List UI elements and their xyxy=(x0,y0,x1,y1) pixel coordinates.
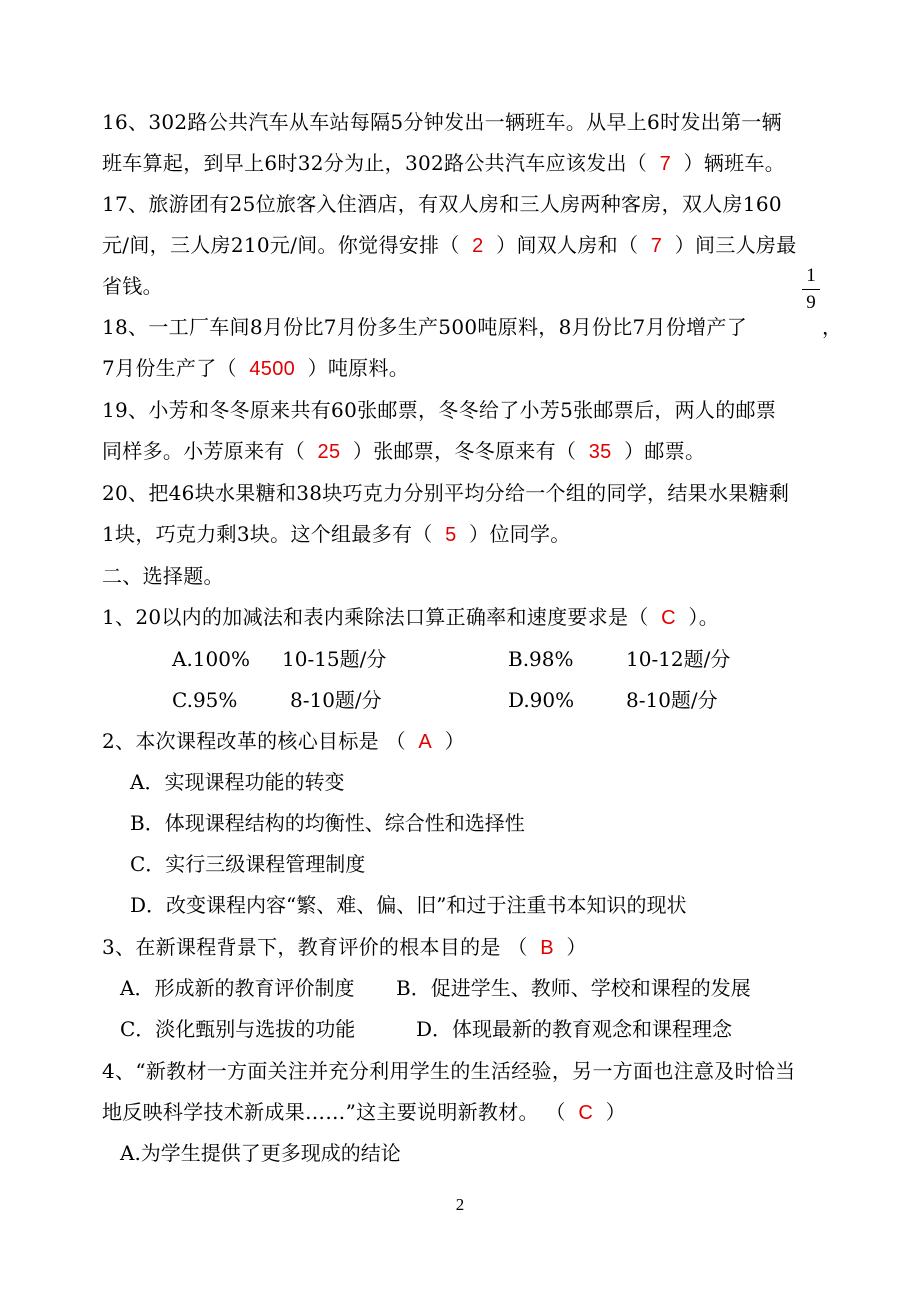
choice-q3-option-c: C．淡化甄别与选拔的功能 xyxy=(120,1017,356,1041)
q18-line-2 xyxy=(102,354,409,383)
q18-comma: ， xyxy=(822,315,843,339)
q16-line-1: 16、302路公共汽车从车站每隔5分钟发出一辆班车。从早上6时发出第一辆 xyxy=(102,110,782,134)
choice-q1-stem xyxy=(102,603,719,632)
q20-text: 1块，巧克力剩3块。这个组最多有（ xyxy=(102,522,433,546)
fraction-denominator: 9 xyxy=(806,292,816,313)
q16-line-2 xyxy=(102,149,785,178)
choice-q1-a-speed: 10-15题/分 xyxy=(282,647,387,671)
page-number: 2 xyxy=(455,1195,465,1214)
choice-q1-a-rate: A.100% xyxy=(172,647,250,671)
q19-answer-1: 25 xyxy=(311,441,347,463)
choice-q2-option-c: C．实行三级课程管理制度 xyxy=(130,852,366,876)
choice-q2-option-b: B．体现课程结构的均衡性、综合性和选择性 xyxy=(130,811,525,835)
q20-line-1: 20、把46块水果糖和38块巧克力分别平均分给一个组的同学，结果水果糖剩 xyxy=(102,481,790,505)
q17-text: 元/间，三人房210元/间。你觉得安排（ xyxy=(102,233,460,257)
q19-line-1: 19、小芳和冬冬原来共有60张邮票，冬冬给了小芳5张邮票后，两人的邮票 xyxy=(102,398,777,422)
q16-text-end: ）辆班车。 xyxy=(683,151,786,175)
q16-answer: 7 xyxy=(653,153,677,175)
choice-q2-answer: A xyxy=(412,731,438,753)
q16-text: 班车算起，到早上6时32分为止，302路公共汽车应该发出（ xyxy=(102,151,648,175)
choice-q3-text: 3、在新课程背景下，教育评价的根本目的是 （ xyxy=(102,935,528,959)
q19-text-end: ）邮票。 xyxy=(624,439,706,463)
q18-text-end: ）吨原料。 xyxy=(307,356,410,380)
choice-q2-option-d: D．改变课程内容“繁、难、偏、旧”和过于注重书本知识的现状 xyxy=(130,893,687,917)
choice-q1-b-speed: 10-12题/分 xyxy=(626,647,731,671)
choice-q3-answer: B xyxy=(534,937,560,959)
choice-q4-line-2 xyxy=(102,1098,626,1127)
choice-q1-d-speed: 8-10题/分 xyxy=(626,688,718,712)
q20-answer: 5 xyxy=(439,524,463,546)
choice-q4-text: 地反映科学技术新成果……”这主要说明新教材。 （ xyxy=(102,1100,566,1124)
choice-q2-text: 2、本次课程改革的核心目标是 （ xyxy=(102,729,406,753)
q17-answer-2: 7 xyxy=(644,235,669,257)
section-heading: 二、选择题。 xyxy=(102,564,224,588)
q19-text-mid: ）张邮票，冬冬原来有（ xyxy=(352,439,577,463)
q19-answer-2: 35 xyxy=(582,441,618,463)
choice-q4-option-a: A.为学生提供了更多现成的结论 xyxy=(120,1141,401,1165)
q17-line-2 xyxy=(102,231,797,260)
choice-q1-c-speed: 8-10题/分 xyxy=(290,688,382,712)
choice-q1-answer: C xyxy=(655,607,682,629)
choice-q3-text-end: ） xyxy=(566,935,587,959)
q17-text-end: ）间三人房最 xyxy=(674,233,797,257)
q17-line-3: 省钱。 xyxy=(102,274,163,298)
fraction-numerator: 1 xyxy=(806,265,816,286)
q18-text: 7月份生产了（ xyxy=(102,356,237,380)
choice-q2-option-a: A．实现课程功能的转变 xyxy=(130,770,345,794)
q20-text-end: ）位同学。 xyxy=(469,522,571,546)
q19-text: 同样多。小芳原来有（ xyxy=(102,439,305,463)
choice-q2-stem xyxy=(102,727,465,756)
choice-q4-answer: C xyxy=(572,1102,599,1124)
q19-line-2 xyxy=(102,437,705,466)
fraction-bar xyxy=(802,289,820,290)
choice-q1-text: 1、20以内的加减法和表内乘除法口算正确率和速度要求是（ xyxy=(102,605,649,629)
choice-q3-stem xyxy=(102,933,587,962)
choice-q3-option-b: B．促进学生、教师、学校和课程的发展 xyxy=(396,976,751,1000)
choice-q1-b-rate: B.98% xyxy=(508,647,574,671)
q17-line-1: 17、旅游团有25位旅客入住酒店，有双人房和三人房两种客房，双人房160 xyxy=(102,192,782,216)
choice-q1-c-rate: C.95% xyxy=(172,688,238,712)
q20-line-2 xyxy=(102,520,571,549)
q17-text-mid: ）间双人房和（ xyxy=(496,233,639,257)
q18-answer: 4500 xyxy=(243,358,301,380)
choice-q3-option-a: A．形成新的教育评价制度 xyxy=(120,976,355,1000)
choice-q1-text-end: ）。 xyxy=(688,605,719,629)
choice-q4-text-end: ） xyxy=(605,1100,626,1124)
choice-q2-text-end: ） xyxy=(444,729,465,753)
choice-q1-d-rate: D.90% xyxy=(508,688,575,712)
choice-q3-option-d: D．体现最新的教育观念和课程理念 xyxy=(416,1017,733,1041)
choice-q4-line-1: 4、“新教材一方面关注并充分利用学生的生活经验，另一方面也注意及时恰当 xyxy=(102,1059,796,1083)
q18-line-1: 18、一工厂车间8月份比7月份多生产500吨原料，8月份比7月份增产了 xyxy=(102,315,748,339)
q17-answer-1: 2 xyxy=(466,235,490,257)
q18-fraction xyxy=(800,266,822,313)
